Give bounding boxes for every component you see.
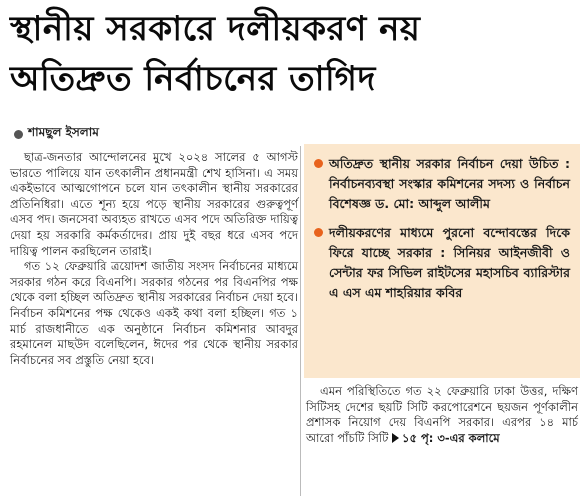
byline-dot-icon: [14, 130, 23, 139]
paragraph-text: এমন পরিস্থিতিতে গত ২২ ফেব্রুয়ারি ঢাকা উত্তর, দক্ষিণ সিটিসহ দেশের ছয়টি সিটি করপোরেশনে ছয়জন পূর্ণকালীন প্রশাসক নিয়োগ দেয় বিএনপি সরকার। এরপর ১৪ মার্চ আরো পাঁচটি সিটি: [306, 384, 578, 445]
headline: [10, 4, 580, 104]
highlight-text: অতিদ্রুত স্থানীয় সরকার নির্বাচন দেয়া উচিত : নির্বাচনব্যবস্থা সংস্কার কমিশনের সদস্য ও নির্বাচন বিশেষজ্ঞ ড. মো: আব্দুল আলীম: [329, 156, 570, 211]
highlight-point: [314, 223, 570, 302]
byline: [14, 124, 99, 144]
orange-bullet-icon: [314, 228, 323, 237]
left-column: [10, 150, 298, 368]
headline-line-1: স্থানীয় সরকারে দলীয়করণ নয়: [10, 9, 421, 49]
highlight-box: [304, 144, 580, 378]
paragraph: গত ১২ ফেব্রুয়ারি ত্রয়োদশ জাতীয় সংসদ নির্বাচনের মাধ্যমে সরকার গঠন করে বিএনপি। সরকার গঠনের পর বিএনপির পক্ষ থেকে বলা হচ্ছিল অতিদ্রুত স্থানীয় সরকারের নির্বাচন দেয়া হবে। নির্বাচন কমিশনের পক্ষ থেকেও একই কথা বলা হচ্ছিল। গত ১ মার্চ রাজধানীতে এক অনুষ্ঠানে নির্বাচন কমিশনার আবদুর রহমানেল মাছউদ বলেছিলেন, ঈদের পর থেকে স্থানীয় সরকার নির্বাচনের সব প্রস্তুতি নেয়া হবে।: [10, 259, 298, 367]
column-divider: [300, 146, 301, 496]
orange-bullet-icon: [314, 159, 323, 168]
arrow-right-icon: [392, 433, 399, 443]
headline-line-2: অতিদ্রুত নির্বাচনের তাগিদ: [10, 59, 376, 99]
right-column: [306, 384, 578, 446]
paragraph: ছাত্র-জনতার আন্দোলনের মুখে ২০২৪ সালের ৫ আগস্ট ভারতে পালিয়ে যান তৎকালীন প্রধানমন্ত্রী শেখ হাসিনা। এ সময় একইভাবে আত্মগোপনে চলে যান তৎকালীন স্থানীয় সরকারের প্রতিনিধিরা। এতে শূন্য হয়ে পড়ে স্থানীয় সরকারের গুরুত্বপূর্ণ এসব পদ। জনসেবা অব্যহত রাখতে এসব পদে অতিরিক্ত দায়িত্ব দেয়া হয় সরকারি কর্মকর্তাদের। প্রায় দুই বছর ধরে এসব পদে দায়িত্ব পালন করছিলেন তারাই।: [10, 150, 298, 258]
continuation-jump: [392, 431, 500, 445]
author-name: শামছুল ইসলাম: [28, 125, 99, 139]
highlight-text: দলীয়করণের মাধ্যমে পুরনো বন্দোবস্তের দিকে ফিরে যাচ্ছে সরকার : সিনিয়র আইনজীবী ও সেন্টার ফর সিভিল রাইটসের মহাসচিব ব্যারিস্টার এ এস এম শাহরিয়ার কবির: [329, 225, 570, 300]
paragraph: [306, 384, 578, 446]
highlight-point: [314, 154, 570, 213]
continuation-text: ১৫ পৃ: ৩-এর কলামে: [402, 430, 500, 445]
